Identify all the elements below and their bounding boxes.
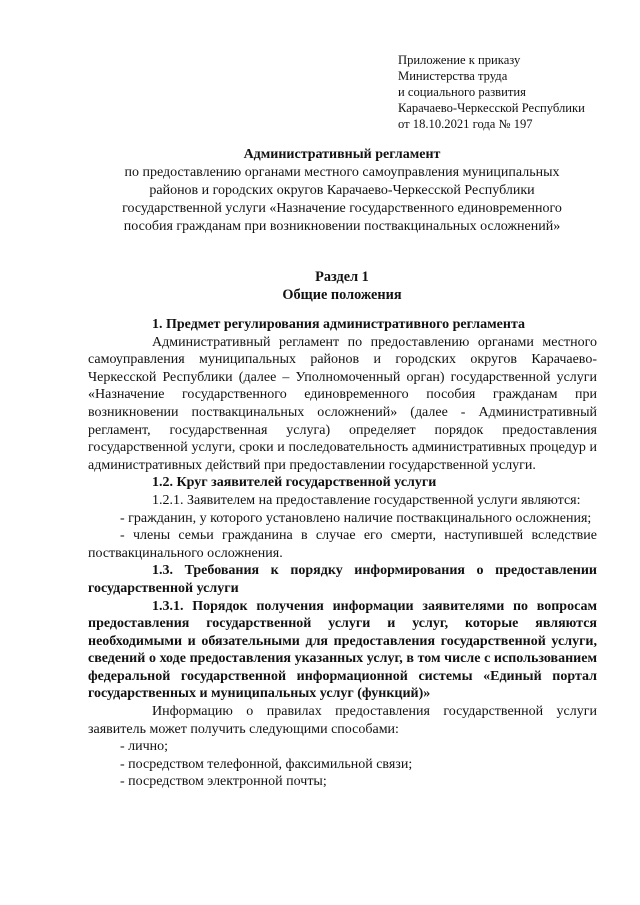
document-title: [90, 146, 594, 236]
annex-note: [398, 52, 628, 132]
annex-line: Приложение к приказу: [398, 53, 521, 67]
annex-line: Министерства труда: [398, 69, 508, 83]
way-item: - посредством телефонной, факсимильной связи;: [120, 756, 413, 772]
paragraph-1-2-1: 1.2.1. Заявителем на предоставление государственной услуги являются:: [152, 492, 581, 508]
section-name: Общие положения: [282, 287, 402, 303]
title-line: по предоставлению органами местного самоуправления муниципальных: [124, 165, 560, 180]
annex-line: от 18.10.2021 года № 197: [398, 117, 533, 131]
heading-1-3-1: 1.3.1. Порядок получения информации заявителями по вопросам предоставления государственной услуги и услуг, которые являются необходимыми и обязательными для предоставления государственной услуги, сведений о ходе предоставления указанных услуг, в том числе с использованием федеральной государственной информационной системы «Единый портал государственных и муниципальных услуг (функций)»: [88, 598, 597, 702]
heading-1-3: 1.3. Требования к порядку информирования о предоставлении государственной услуги: [88, 563, 597, 596]
title-line: пособия гражданам при возникновении поствакцинальных осложнений»: [123, 219, 561, 234]
title-line: государственной услуги «Назначение государственного единовременного: [122, 201, 562, 216]
document-body: [88, 316, 597, 791]
paragraph-info: Информацию о правилах предоставления государственной услуги заявитель может получить следующими способами:: [88, 704, 597, 737]
heading-1-2: 1.2. Круг заявителей государственной услуги: [152, 475, 437, 491]
title-line: районов и городских округов Карачаево-Черкесской Республики: [149, 183, 535, 198]
title-main: Административный регламент: [243, 147, 441, 162]
way-item: - лично;: [120, 739, 169, 755]
list-item-citizen: - гражданин, у которого установлено наличие поствакцинального осложнения;: [120, 510, 592, 526]
list-item-family: - члены семьи гражданина в случае его смерти, наступившей вследствие поствакцинального осложнения.: [88, 528, 597, 561]
annex-line: Карачаево-Черкесской Республики: [398, 101, 585, 115]
section-number: Раздел 1: [315, 269, 369, 285]
paragraph-1: Административный регламент по предоставлению органами местного самоуправления муниципальных районов и городских округов Карачаево-Черкесской Республики (далее – Уполномоченный орган) государственной услуги «Назначение государственного единовременного пособия гражданам при возникновении поствакцинальных осложнений» (далее - Административный регламент, государственная услуга) определяет порядок предоставления государственной услуги, сроки и последовательность административных процедур и административных действий при предоставлении государственной услуги.: [88, 334, 597, 473]
section-heading: [90, 268, 594, 304]
heading-1: 1. Предмет регулирования административного регламента: [152, 317, 525, 332]
annex-line: и социального развития: [398, 85, 526, 99]
way-item: - посредством электронной почты;: [120, 774, 327, 790]
